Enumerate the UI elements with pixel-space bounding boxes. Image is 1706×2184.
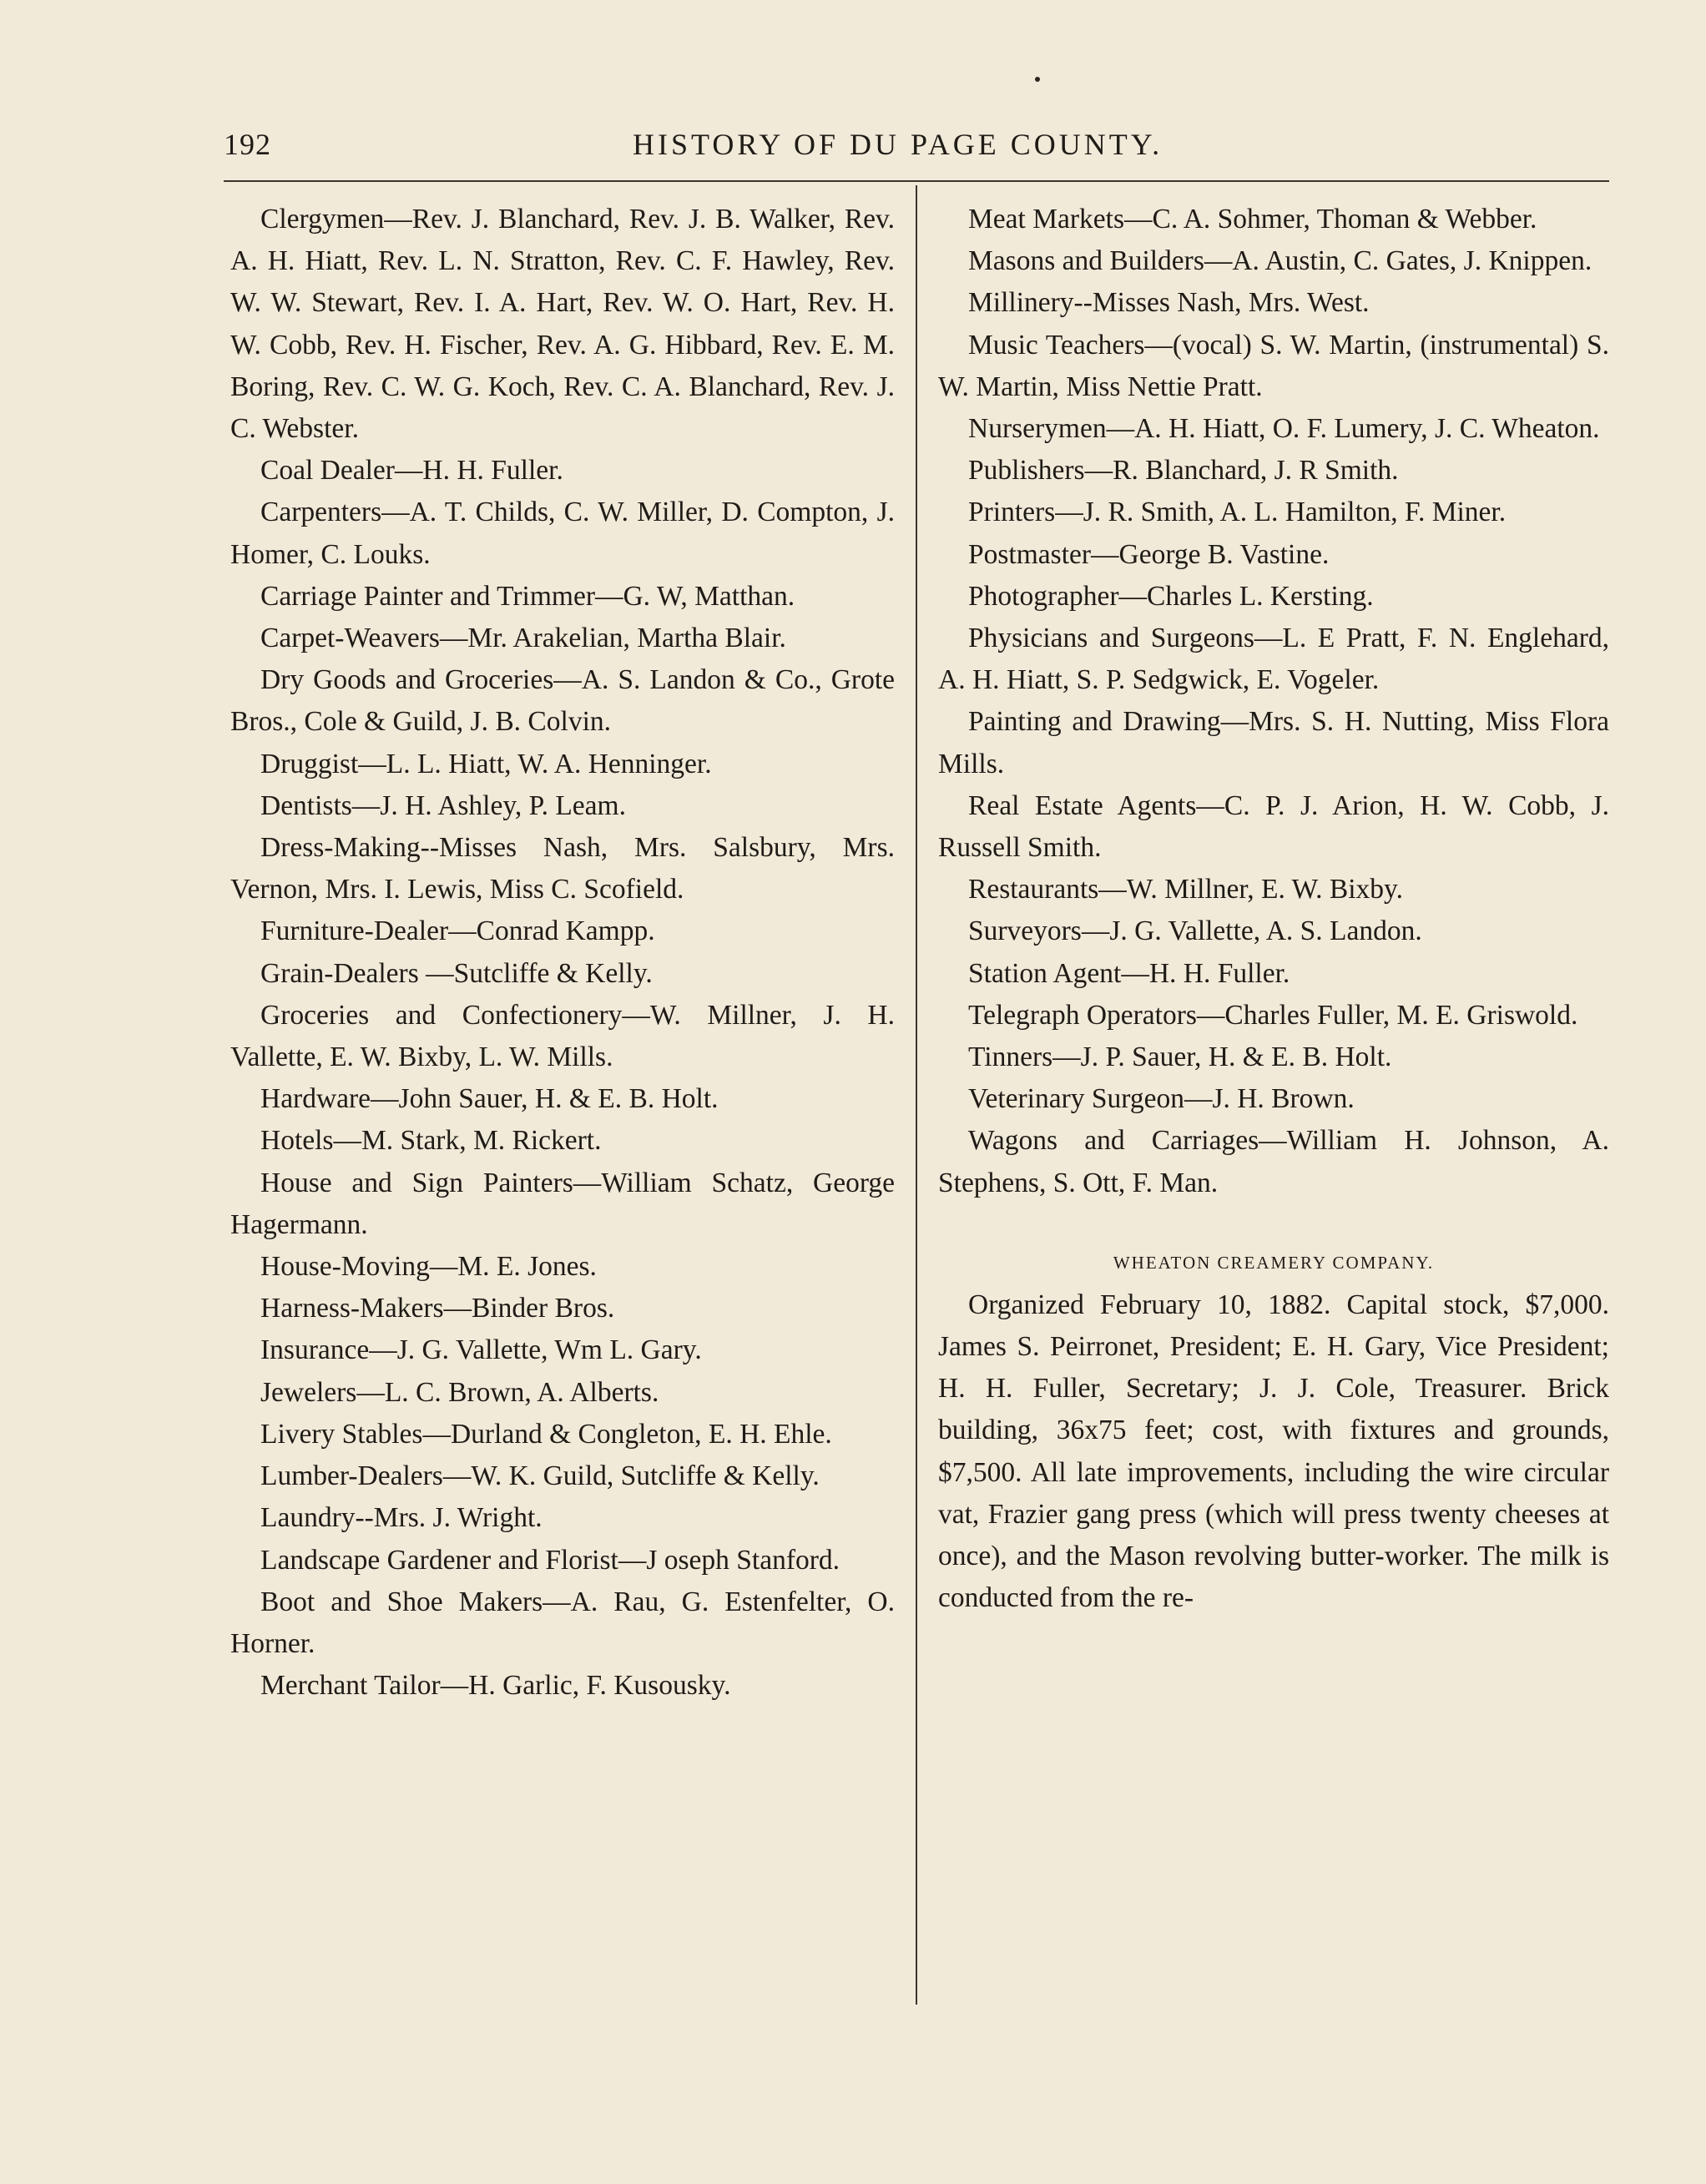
directory-entry: Meat Markets—C. A. Sohmer, Thoman & Webber. — [968, 204, 1537, 235]
directory-entry: Nurserymen—A. H. Hiatt, O. F. Lumery, J. C. Wheaton. — [968, 413, 1600, 445]
directory-entry: Surveyors—J. G. Vallette, A. S. Landon. — [968, 915, 1422, 947]
directory-entry: Insurance—J. G. Vallette, Wm L. Gary. — [260, 1334, 702, 1366]
header-rule — [224, 180, 1609, 182]
directory-entry: Restaurants—W. Millner, E. W. Bixby. — [968, 874, 1403, 905]
directory-entry: Carriage Painter and Trimmer—G. W, Matthan. — [260, 580, 795, 612]
directory-entry: Physicians and Surgeons—L. E Pratt, F. N. Englehard, A. H. Hiatt, S. P. Sedgwick, E. Vogeler. — [938, 623, 1609, 696]
page-number: 192 — [224, 128, 271, 161]
directory-entry: House and Sign Painters—William Schatz, George Hagermann. — [230, 1167, 895, 1240]
directory-entry: Livery Stables—Durland & Congleton, E. H. Ehle. — [260, 1418, 832, 1450]
directory-entry: Hardware—John Sauer, H. & E. B. Holt. — [260, 1083, 719, 1115]
directory-entry: Carpenters—A. T. Childs, C. W. Miller, D. Compton, J. Homer, C. Louks. — [230, 497, 895, 570]
directory-entry: Veterinary Surgeon—J. H. Brown. — [968, 1083, 1355, 1115]
directory-entry: Grain-Dealers —Sutcliffe & Kelly. — [260, 957, 653, 989]
directory-entry: Masons and Builders—A. Austin, C. Gates, J. Knippen. — [968, 245, 1592, 277]
directory-entry: Real Estate Agents—C. P. J. Arion, H. W. Cobb, J. Russell Smith. — [938, 789, 1609, 864]
directory-entry: Wagons and Carriages—William H. Johnson, A. Stephens, S. Ott, F. Man. — [938, 1125, 1609, 1198]
directory-entry: Painting and Drawing—Mrs. S. H. Nutting, Miss Flora Mills. — [938, 706, 1609, 779]
directory-entry: Lumber-Dealers—W. K. Guild, Sutcliffe & Kelly. — [260, 1460, 820, 1492]
directory-entry: Harness-Makers—Binder Bros. — [260, 1293, 615, 1324]
directory-entry: Furniture-Dealer—Conrad Kampp. — [260, 915, 655, 947]
right-column — [938, 199, 1609, 1620]
creamery-paragraph: Organized February 10, 1882. Capital stock, $7,000. James S. Peirronet, President; E. H. Gary, Vice President; H. H. Fuller, Secretary; J. J. Cole, Treasurer. Brick building, 36x75 feet; cost, with fixtures and grounds, $7,500. All late improvements, including the wire circular vat, Frazier gang press (which will press twenty cheeses at once), and the Mason revolving butter-worker. The milk is conducted from the re- — [938, 1289, 1609, 1614]
left-column — [230, 199, 895, 1707]
directory-entry: Dentists—J. H. Ashley, P. Leam. — [260, 789, 626, 821]
directory-entry: Postmaster—George B. Vastine. — [968, 538, 1330, 570]
directory-entry: Boot and Shoe Makers—A. Rau, G. Estenfelter, O. Horner. — [230, 1586, 895, 1659]
directory-entry: Music Teachers—(vocal) S. W. Martin, (instrumental) S. W. Martin, Miss Nettie Pratt. — [938, 329, 1609, 402]
page-header — [224, 127, 1609, 177]
directory-entry: Coal Dealer—H. H. Fuller. — [260, 455, 563, 487]
directory-entry: House-Moving—M. E. Jones. — [260, 1251, 597, 1283]
directory-entry: Clergymen—Rev. J. Blanchard, Rev. J. B. Walker, Rev. A. H. Hiatt, Rev. L. N. Stratton, Rev. C. F. Hawley, Rev. W. W. Stewart, Rev. I. A. Hart, Rev. W. O. Hart, Rev. H. W. Cobb, Rev. H. Fischer, Rev. A. G. Hibbard, Rev. E. M. Boring, Rev. C. W. G. Koch, Rev. C. A. Blanchard, Rev. J. C. Webster. — [230, 204, 895, 445]
directory-entry: Merchant Tailor—H. Garlic, F. Kusousky. — [260, 1670, 731, 1702]
directory-entry: Tinners—J. P. Sauer, H. & E. B. Holt. — [968, 1042, 1392, 1073]
directory-entry: Publishers—R. Blanchard, J. R Smith. — [968, 455, 1399, 487]
directory-entry: Druggist—L. L. Hiatt, W. A. Henninger. — [260, 748, 712, 779]
directory-entry: Telegraph Operators—Charles Fuller, M. E. Griswold. — [968, 999, 1578, 1031]
directory-entry: Landscape Gardener and Florist—J oseph Stanford. — [260, 1544, 840, 1576]
running-title: HISTORY OF DU PAGE COUNTY. — [633, 128, 1163, 161]
directory-entry: Jewelers—L. C. Brown, A. Alberts. — [260, 1376, 659, 1408]
directory-entry: Groceries and Confectionery—W. Millner, J. H. Vallette, E. W. Bixby, L. W. Mills. — [230, 999, 895, 1073]
directory-entry: Station Agent—H. H. Fuller. — [968, 957, 1290, 989]
directory-entry: Hotels—M. Stark, M. Rickert. — [260, 1125, 602, 1157]
ink-speck — [1035, 77, 1040, 82]
directory-entry: Dress-Making--Misses Nash, Mrs. Salsbury, Mrs. Vernon, Mrs. I. Lewis, Miss C. Scofield. — [230, 832, 895, 905]
directory-entry: Laundry--Mrs. J. Wright. — [260, 1502, 543, 1534]
directory-entry: Millinery--Misses Nash, Mrs. West. — [968, 287, 1370, 319]
directory-entry: Carpet-Weavers—Mr. Arakelian, Martha Blair. — [260, 623, 786, 654]
directory-entry: Dry Goods and Groceries—A. S. Landon & Co., Grote Bros., Cole & Guild, J. B. Colvin. — [230, 664, 895, 738]
section-heading: WHEATON CREAMERY COMPANY. — [1113, 1252, 1435, 1273]
column-divider — [916, 185, 917, 2005]
directory-entry: Photographer—Charles L. Kersting. — [968, 580, 1374, 612]
directory-entry: Printers—J. R. Smith, A. L. Hamilton, F. Miner. — [968, 497, 1507, 528]
